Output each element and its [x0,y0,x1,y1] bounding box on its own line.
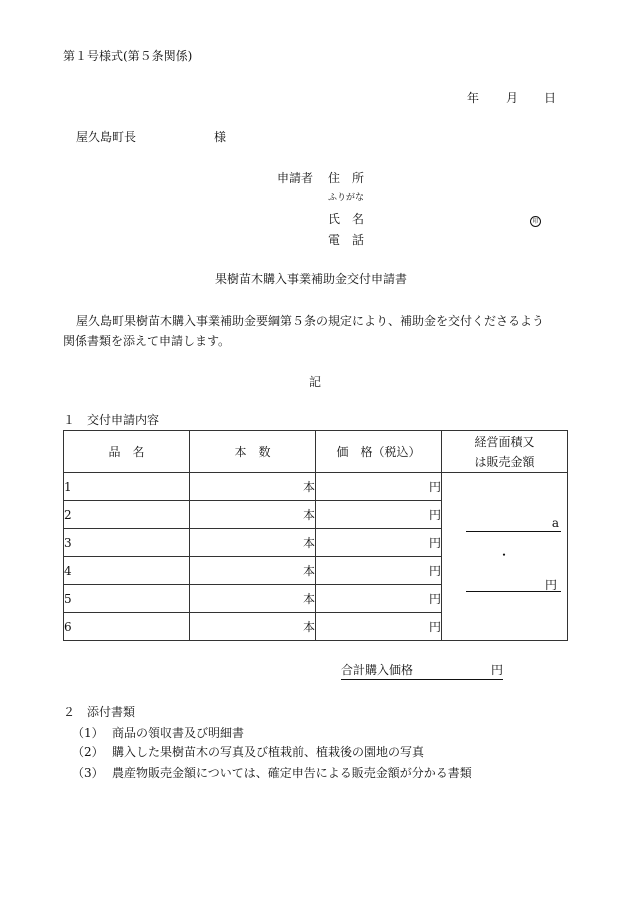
body-text-line1: 屋久島町果樹苗木購入事業補助金要綱第５条の規定により、補助金を交付くださるよう [76,314,545,328]
document-title: 果樹苗木購入事業補助金交付申請書 [215,272,408,286]
total-price-underline [341,679,503,680]
body-text-line2: 関係書類を添えて申請します。 [63,334,231,348]
date-day-label: 日 [544,91,557,105]
date-month-label: 月 [506,91,519,105]
sales-unit: 円 [544,578,557,592]
attachment-number: （3） [72,766,104,780]
row-price-unit: 円 [316,473,442,501]
row-quantity-unit: 本 [190,613,316,641]
application-table [63,430,568,641]
row-quantity-unit: 本 [190,529,316,557]
addressee-honorific: 様 [214,130,227,144]
header-item-name: 品 名 [64,431,190,473]
sales-underline [466,591,561,592]
section2-heading: ２ 添付書類 [63,705,136,719]
row-number: 5 [64,585,190,613]
seal-mark-icon: 印 [530,216,541,227]
row-number: 4 [64,557,190,585]
section1-heading: １ 交付申請内容 [63,413,160,427]
row-number: 1 [64,473,190,501]
ki-heading: 記 [309,375,322,389]
table-row [64,473,568,501]
header-price: 価 格（税込） [316,431,442,473]
applicant-furigana-label: ふりがな [328,193,365,203]
separator-dot: ・ [498,548,511,562]
applicant-name-label: 氏 名 [328,212,365,226]
row-price-unit: 円 [316,613,442,641]
header-area-line2: は販売金額 [474,454,535,469]
row-number: 6 [64,613,190,641]
header-quantity: 本 数 [190,431,316,473]
attachment-number: （1） [72,726,104,740]
row-price-unit: 円 [316,557,442,585]
attachment-text: 農産物販売金額については、確定申告による販売金額が分かる書類 [112,766,472,780]
row-quantity-unit: 本 [190,585,316,613]
applicant-label: 申請者 [277,171,314,185]
header-area-or-sales [442,431,568,473]
row-number: 2 [64,501,190,529]
applicant-phone-label: 電 話 [328,233,365,247]
row-quantity-unit: 本 [190,473,316,501]
total-price-label: 合計購入価格 [341,663,414,677]
form-number: 第１号様式(第５条関係) [63,49,193,63]
row-price-unit: 円 [316,585,442,613]
applicant-address-label: 住 所 [328,171,365,185]
attachment-text: 商品の領収書及び明細書 [112,726,245,740]
header-area-line1: 経営面積又 [474,434,535,449]
attachment-text: 購入した果樹苗木の写真及び植栽前、植栽後の園地の写真 [112,745,425,759]
area-or-sales-cell [442,473,568,641]
row-price-unit: 円 [316,529,442,557]
row-quantity-unit: 本 [190,557,316,585]
area-unit: a [551,516,559,530]
total-price-unit: 円 [491,663,504,677]
addressee-name: 屋久島町長 [76,130,137,144]
area-underline [466,531,561,532]
row-number: 3 [64,529,190,557]
table-header-row [64,431,568,473]
attachment-number: （2） [72,745,104,759]
date-year-label: 年 [467,91,480,105]
row-price-unit: 円 [316,501,442,529]
row-quantity-unit: 本 [190,501,316,529]
